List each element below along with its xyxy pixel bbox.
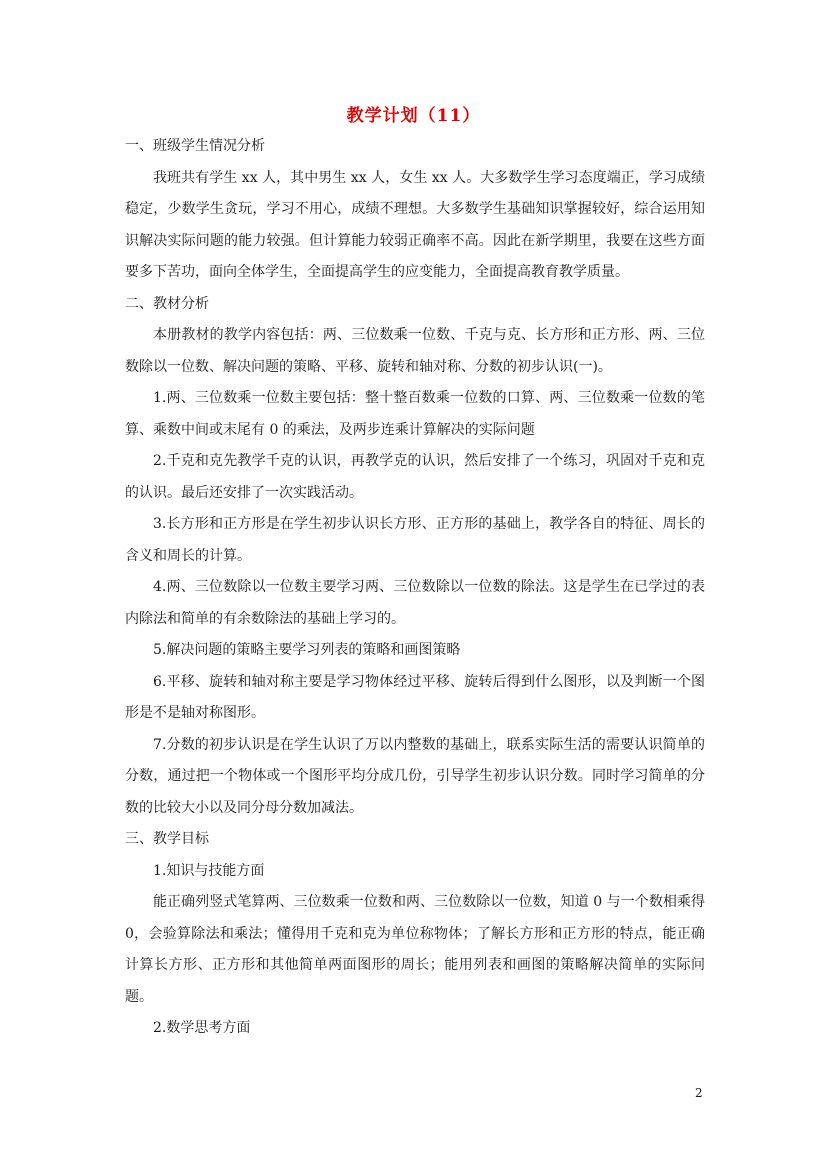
document-title: 教学计划（11） bbox=[346, 106, 481, 126]
section-heading: 二、教材分析 bbox=[125, 295, 209, 312]
document-body bbox=[125, 131, 705, 1045]
paragraph: 5.解决问题的策略主要学习列表的策略和画图策略 bbox=[153, 642, 461, 658]
subsection-heading: 1.知识与技能方面 bbox=[153, 862, 265, 879]
paragraph: 2.千克和克先教学千克的认识，再教学克的认识，然后安排了一个练习，巩固对千克和克的认识。最后还安排了一次实践活动。 bbox=[125, 453, 705, 501]
section-heading: 三、教学目标 bbox=[125, 831, 209, 847]
paragraph: 能正确列竖式笔算两、三位数乘一位数和两、三位数除以一位数，知道 0 与一个数相乘得 0，会验算除法和乘法；懂得用千克和克为单位称物体；了解长方形和正方形的特点，能正确计算长方形、正方形和其他简单两面图形的周长；能用列表和画图的策略解决简单的实际问题。 bbox=[125, 894, 705, 1005]
subsection-heading: 2.数学思考方面 bbox=[153, 1020, 251, 1036]
paragraph: 1.两、三位数乘一位数主要包括：整十整百数乘一位数的口算、两、三位数乘一位数的笔算、乘数中间或末尾有 0 的乘法，及两步连乘计算解决的实际问题 bbox=[125, 390, 705, 438]
paragraph: 本册教材的教学内容包括：两、三位数乘一位数、千克与克、长方形和正方形、两、三位数除以一位数、解决问题的策略、平移、旋转和轴对称、分数的初步认识(一)。 bbox=[125, 327, 705, 375]
paragraph: 3.长方形和正方形是在学生初步认识长方形、正方形的基础上，教学各自的特征、周长的含义和周长的计算。 bbox=[125, 516, 705, 564]
page-number: 2 bbox=[695, 1086, 703, 1100]
paragraph: 7.分数的初步认识是在学生认识了万以内整数的基础上，联系实际生活的需要认识简单的分数，通过把一个物体或一个图形平均分成几份，引导学生初步认识分数。同时学习简单的分数的比较大小以及同分母分数加减法。 bbox=[125, 736, 705, 816]
section-heading: 一、班级学生情况分析 bbox=[125, 138, 265, 154]
paragraph: 我班共有学生 xx 人，其中男生 xx 人，女生 xx 人。大多数学生学习态度端正，学习成绩稳定，少数学生贪玩，学习不用心，成绩不理想。大多数学生基础知识掌握较好，综合运用知识解决实际问题的能力较强。但计算能力较弱正确率不高。因此在新学期里，我要在这些方面要多下苦功，面向全体学生，全面提高学生的应变能力，全面提高教育教学质量。 bbox=[125, 169, 705, 280]
paragraph: 4.两、三位数除以一位数主要学习两、三位数除以一位数的除法。这是学生在已学过的表内除法和简单的有余数除法的基础上学习的。 bbox=[125, 579, 705, 627]
paragraph: 6.平移、旋转和轴对称主要是学习物体经过平移、旋转后得到什么图形，以及判断一个图形是不是轴对称图形。 bbox=[125, 673, 705, 721]
